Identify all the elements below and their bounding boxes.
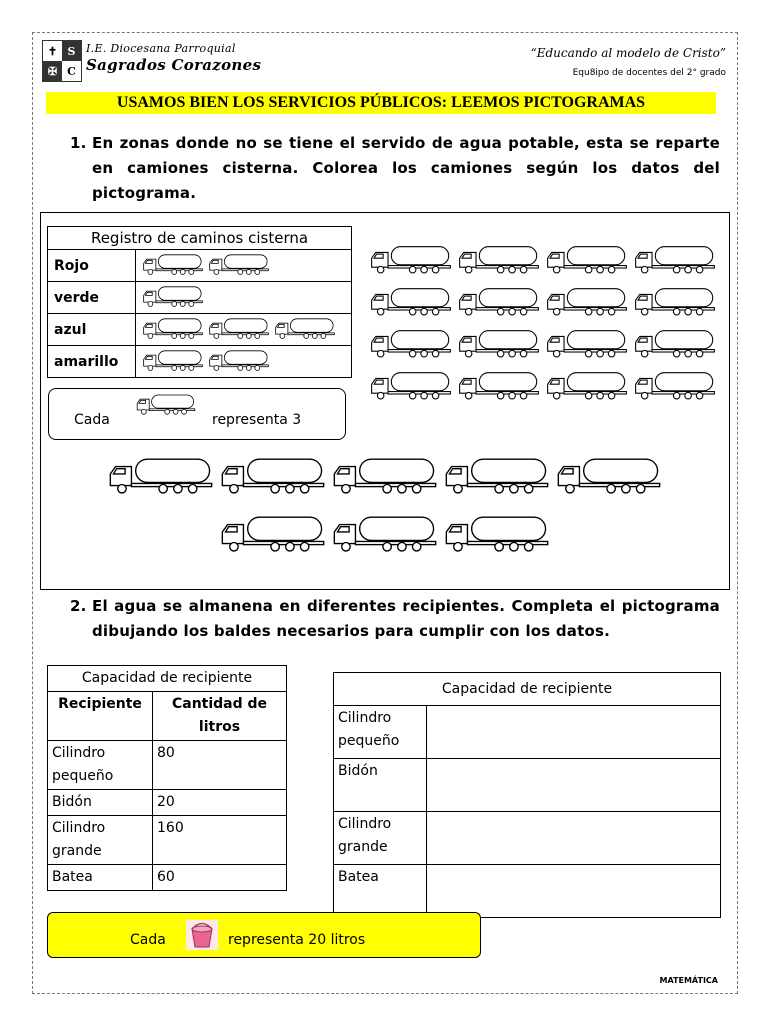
tanker-truck-icon [136, 393, 196, 415]
institution-name-line2: Sagrados Corazones [86, 56, 262, 74]
table-row [48, 790, 287, 816]
tanker-truck-icon [370, 286, 452, 316]
tanker-truck-icon [444, 514, 550, 552]
drawing-cell[interactable] [427, 759, 721, 812]
legend-cada: Cada [130, 932, 166, 948]
column-header: Recipiente [48, 692, 153, 741]
tanker-truck-icon [108, 456, 214, 494]
table-row [48, 816, 287, 865]
table-row [48, 865, 287, 891]
truck-grid [368, 244, 718, 400]
table-row [48, 741, 287, 790]
tanker-truck-icon [546, 244, 628, 274]
tanker-truck-icon [370, 370, 452, 400]
container-name: Cilindro grande [48, 816, 153, 865]
drawing-cell[interactable] [427, 706, 721, 759]
tanker-truck-icon [220, 456, 326, 494]
pictogram-table-title: Capacidad de recipiente [334, 673, 721, 706]
tanker-truck-icon [208, 253, 270, 275]
capacity-table [47, 665, 287, 891]
liters-value: 80 [153, 741, 287, 790]
school-crest-logo [42, 40, 82, 82]
legend-representa: representa 3 [212, 412, 302, 428]
tanker-truck-icon [332, 456, 438, 494]
question-1 [70, 131, 720, 206]
table-row [48, 346, 352, 378]
tanker-truck-icon [634, 286, 716, 316]
tanker-truck-icon [274, 317, 336, 339]
crest-quadrant: ✠ [43, 61, 62, 81]
color-label: amarillo [48, 346, 136, 378]
container-name: Cilindro pequeño [334, 706, 427, 759]
color-label: azul [48, 314, 136, 346]
question-2 [70, 594, 720, 644]
container-name: Bidón [48, 790, 153, 816]
tanker-truck-icon [458, 244, 540, 274]
table-row [334, 759, 721, 812]
table-row [334, 706, 721, 759]
teacher-team: Equ8ipo de docentes del 2° grado [572, 68, 726, 78]
container-name: Cilindro pequeño [48, 741, 153, 790]
registro-title: Registro de caminos cisterna [48, 227, 352, 250]
tanker-truck-icon [142, 317, 204, 339]
question-number: 1. [70, 134, 87, 152]
legend-truck-icon [134, 393, 198, 419]
container-name: Batea [334, 865, 427, 918]
color-label: verde [48, 282, 136, 314]
table-row [48, 250, 352, 282]
color-label: Rojo [48, 250, 136, 282]
tanker-truck-icon [208, 349, 270, 371]
institution-name-line1: I.E. Diocesana Parroquial [86, 42, 236, 55]
liters-value: 60 [153, 865, 287, 891]
container-name: Bidón [334, 759, 427, 812]
tanker-truck-icon [458, 328, 540, 358]
drawing-cell[interactable] [427, 812, 721, 865]
capacity-table-title: Capacidad de recipiente [48, 666, 287, 692]
truck-cell [136, 250, 352, 282]
bucket-icon [186, 920, 218, 954]
truck-row [106, 456, 666, 494]
pictogram-table [333, 672, 721, 918]
tanker-truck-icon [458, 286, 540, 316]
tanker-truck-icon [546, 286, 628, 316]
question-number: 2. [70, 597, 87, 615]
truck-cell [136, 346, 352, 378]
table-row [334, 865, 721, 918]
tanker-truck-icon [634, 328, 716, 358]
legend-representa: representa 20 litros [228, 932, 366, 948]
tanker-truck-icon [556, 456, 662, 494]
legend-cada: Cada [74, 412, 110, 428]
container-name: Cilindro grande [334, 812, 427, 865]
tanker-truck-icon [142, 253, 204, 275]
tanker-truck-icon [142, 285, 204, 307]
question-text: El agua se almanena en diferentes recipientes. Completa el pictograma dibujando los baldes necesarios para cumplir con los datos. [92, 597, 720, 640]
tanker-truck-icon [220, 514, 326, 552]
crest-quadrant: ✝ [47, 44, 58, 58]
truck-cell [136, 314, 352, 346]
drawing-cell[interactable] [427, 865, 721, 918]
tanker-truck-icon [332, 514, 438, 552]
tanker-truck-icon [546, 328, 628, 358]
worksheet-title: USAMOS BIEN LOS SERVICIOS PÚBLICOS: LEEMOS PICTOGRAMAS [46, 92, 716, 114]
liters-value: 160 [153, 816, 287, 865]
truck-row [218, 514, 558, 552]
school-motto: “Educando al modelo de Cristo” [530, 46, 726, 60]
liters-value: 20 [153, 790, 287, 816]
tanker-truck-icon [546, 370, 628, 400]
subject-footer: MATEMÁTICA [659, 976, 718, 985]
tanker-truck-icon [370, 244, 452, 274]
tanker-truck-icon [634, 244, 716, 274]
table-row [48, 282, 352, 314]
tanker-truck-icon [208, 317, 270, 339]
table-row [48, 314, 352, 346]
column-header: Cantidad de litros [153, 692, 287, 741]
tanker-truck-icon [142, 349, 204, 371]
truck-cell [136, 282, 352, 314]
crest-quadrant: S [62, 41, 81, 61]
question-text: En zonas donde no se tiene el servido de agua potable, esta se reparte en camiones cisterna. Colorea los camiones según los datos del pictograma. [92, 134, 720, 202]
tanker-truck-icon [370, 328, 452, 358]
registro-table [47, 226, 352, 378]
tanker-truck-icon [444, 456, 550, 494]
container-name: Batea [48, 865, 153, 891]
tanker-truck-icon [458, 370, 540, 400]
tanker-truck-icon [634, 370, 716, 400]
crest-quadrant: C [67, 64, 76, 78]
table-row [334, 812, 721, 865]
